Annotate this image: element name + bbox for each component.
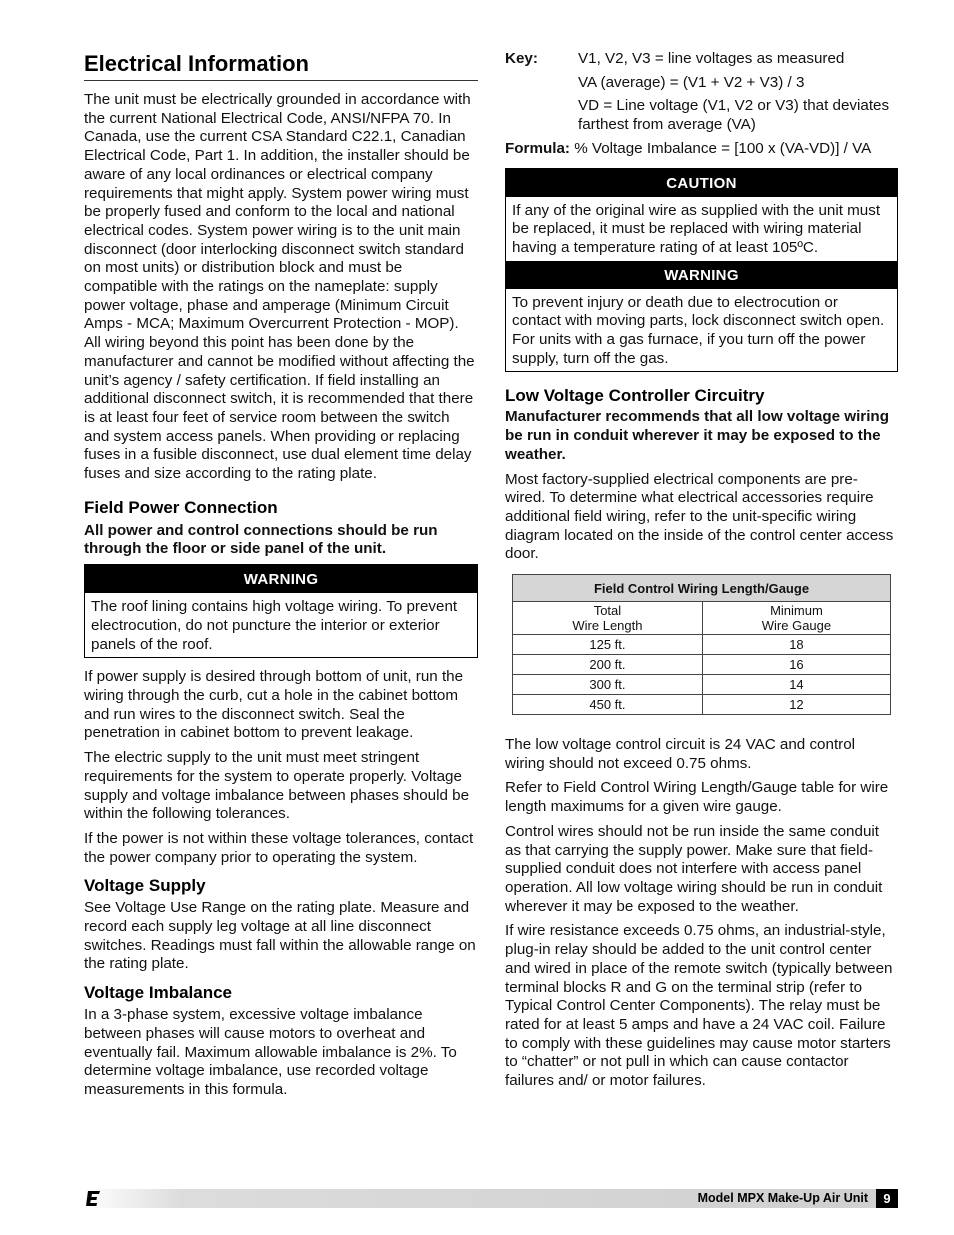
low-voltage-paragraph-1: Most factory-supplied electrical components are pre-wired. To determine what electrical accessories require additional field wiring, refer to the unit-specific wiring diagram located on the inside of the control center access door. xyxy=(505,470,894,563)
column-header-length: Total Wire Length xyxy=(513,602,703,635)
electric-supply-paragraph: The electric supply to the unit must meet stringent requirements for the system to operate properly. Voltage supply and voltage imbalance between phases should be within the following tolerances. xyxy=(84,749,470,823)
key-row-2 xyxy=(505,74,898,93)
voltage-imbalance-text: In a 3-phase system, excessive voltage imbalance between phases will cause motors to overheat and eventually fail. Maximum allowable imbalance is 2%. To determine voltage imbalance, use recorded voltage measurements in this formula. xyxy=(84,1006,457,1098)
imbalance-formula xyxy=(505,140,898,159)
warning-text-line-1: To prevent injury or death due to electrocution or contact with moving parts, lock disconnect switch open. xyxy=(512,293,885,330)
length-cell: 300 ft. xyxy=(513,675,703,695)
key-row-3 xyxy=(505,97,898,134)
table-row xyxy=(513,695,891,715)
formula-label: Formula: xyxy=(505,139,570,157)
left-column xyxy=(84,50,478,1100)
gauge-cell: 12 xyxy=(702,695,890,715)
low-voltage-lead: Manufacturer recommends that all low voltage wiring be run in conduit wherever it may be exposed to the weather. xyxy=(505,408,889,463)
roof-warning-box xyxy=(84,564,478,658)
page-title: Electrical Information xyxy=(84,50,478,81)
caution-warning-box xyxy=(505,168,898,373)
gauge-cell: 16 xyxy=(702,655,890,675)
warning-title: WARNING xyxy=(506,261,897,289)
length-cell: 450 ft. xyxy=(513,695,703,715)
table-row xyxy=(513,635,891,655)
warning-text xyxy=(506,289,897,372)
key-label: Key: xyxy=(505,50,538,67)
right-column xyxy=(505,50,898,1091)
relay-paragraph: If wire resistance exceeds 0.75 ohms, an industrial-style, plug-in relay should be added to the unit control center and wired in place of the remote switch (typically between terminal blocks R and G on the terminal strip (refer to Typical Control Center Components). The relay must be rated for at least 5 amps and have a 24 VAC coil. Failure to comply with these guidelines may cause motor starters to “chatter” or not pull in which can cause contactor failures and/ or motor failures. xyxy=(505,922,893,1090)
column-header-gauge: Minimum Wire Gauge xyxy=(702,602,890,635)
field-power-heading: Field Power Connection xyxy=(84,497,278,517)
footer-model-name: Model MPX Make-Up Air Unit xyxy=(697,1191,868,1205)
power-bottom-paragraph: If power supply is desired through bottom of unit, run the wiring through the curb, cut a hole in the cabinet bottom and run wires to the disconnect switch. Seal the penetration in cabinet bottom to prevent leakage. xyxy=(84,668,464,742)
control-circuit-paragraph: The low voltage control circuit is 24 VAC and control wiring should not exceed 0.75 ohms. xyxy=(505,736,856,772)
gauge-cell: 18 xyxy=(702,635,890,655)
voltage-supply-heading: Voltage Supply xyxy=(84,876,206,896)
table-header-row xyxy=(513,602,891,635)
power-tolerance-paragraph: If the power is not within these voltage tolerances, contact the power company prior to operating the system. xyxy=(84,829,474,866)
caution-title: CAUTION xyxy=(506,169,897,197)
gauge-cell: 14 xyxy=(702,675,890,695)
page-footer xyxy=(84,1189,898,1208)
page-number: 9 xyxy=(876,1189,898,1208)
key-row-1 xyxy=(505,50,898,69)
table-row xyxy=(513,675,891,695)
electrical-intro: The unit must be electrically grounded in accordance with the current National Electrical Code, ANSI/NFPA 70. In Canada, use the current CSA Standard C22.1, Canadian Electrical Code, Part 1. In addition, the installer should be aware of any local ordinances or electrical company requirements that might apply. System power wiring must be properly fused and conform to the local and national electrical codes. System power wiring is to the unit main disconnect (door interlocking disconnect switch standard on most units) or distribution block and must be compatible with the ratings on the nameplate: supply power voltage, phase and amperage (Minimum Circuit Amps - MCA; Maximum Overcurrent Protection - MOP). All wiring beyond this point has been done by the manufacturer and cannot be modified without affecting the unit’s agency / safety certification. If field installing an additional disconnect switch, it is recommended that there is at least four feet of service room between the switch and system access panels. When providing or replacing fuses in a fusible disconnect, use dual element time delay fuses and size according to the rating plate. xyxy=(84,91,475,483)
table-caption: Field Control Wiring Length/Gauge xyxy=(513,575,891,602)
key-line: VD = Line voltage (V1, V2 or V3) that deviates farthest from average (VA) xyxy=(578,97,890,134)
length-cell: 125 ft. xyxy=(513,635,703,655)
roof-warning-text: The roof lining contains high voltage wiring. To prevent electrocution, do not puncture the interior or exterior panels of the roof. xyxy=(91,598,458,653)
wiring-gauge-table xyxy=(512,574,891,715)
brand-logo-icon xyxy=(84,1189,102,1208)
length-cell: 200 ft. xyxy=(513,655,703,675)
field-power-lead: All power and control connections should be run through the floor or side panel of the unit. xyxy=(84,521,438,558)
conduit-paragraph: Control wires should not be run inside the same conduit as that carrying the supply power. Make sure that field-supplied conduit does not interfere with access panel operation. All low voltage wiring should be run in conduit wherever it may be exposed to the weather. xyxy=(505,822,883,915)
low-voltage-heading: Low Voltage Controller Circuitry xyxy=(505,386,765,406)
key-line: VA (average) = (V1 + V2 + V3) / 3 xyxy=(578,73,805,91)
roof-warning-title: WARNING xyxy=(85,565,477,593)
caution-text: If any of the original wire as supplied with the unit must be replaced, it must be replaced with wiring material having a temperature rating of at least 105ºC. xyxy=(512,201,881,256)
warning-text-line-2: For units with a gas furnace, if you turn off the power supply, turn off the gas. xyxy=(512,331,866,367)
key-line: V1, V2, V3 = line voltages as measured xyxy=(578,50,845,67)
voltage-imbalance-heading: Voltage Imbalance xyxy=(84,983,233,1003)
voltage-supply-text: See Voltage Use Range on the rating plate. Measure and record each supply leg voltage at all line disconnect switches. Readings must fall within the allowable range on the rating plate. xyxy=(84,899,476,973)
table-reference-paragraph: Refer to Field Control Wiring Length/Gauge table for wire length maximums for a given wire gauge. xyxy=(505,779,889,816)
formula-text: % Voltage Imbalance = [100 x (VA-VD)] / VA xyxy=(569,139,872,157)
table-row xyxy=(513,655,891,675)
